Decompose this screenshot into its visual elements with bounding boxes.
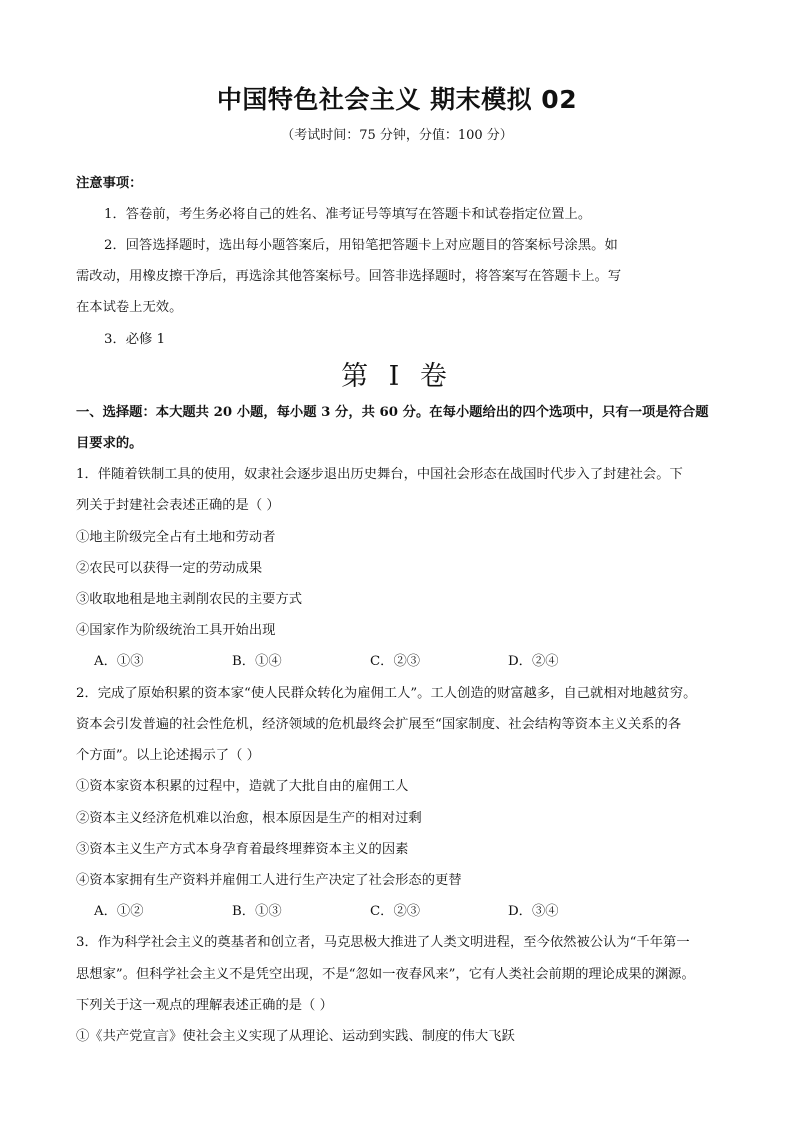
q2-option-a[interactable]: A．①② [94, 904, 144, 919]
notice-item-2-cont: 需改动，用橡皮擦干净后，再选涂其他答案标号。回答非选择题时，将答案写在答题卡上。写 [76, 269, 622, 284]
notice-item-2-cont2: 在本试卷上无效。 [76, 300, 183, 315]
q1-option-a[interactable]: A．①③ [94, 654, 144, 669]
q1-item: ②农民可以获得一定的劳动成果 [76, 561, 263, 576]
q1-options [94, 650, 646, 669]
notice-item-3: 3．必修 1 [104, 332, 166, 347]
q2-stem-cont: 资本会引发普遍的社会性危机，经济领域的危机最终会扩展至“国家制度、社会结构等资本主义关系的各 [76, 717, 682, 732]
notice-item-2: 2．回答选择题时，选出每小题答案后，用铅笔把答题卡上对应题目的答案标号涂黑。如 [104, 238, 618, 253]
q2-stem: 2．完成了原始积累的资本家“使人民群众转化为雇佣工人”。工人创造的财富越多，自己就相对地越贫穷。 [76, 686, 697, 701]
notice-item-1: 1．答卷前，考生务必将自己的姓名、准考证号等填写在答题卡和试卷指定位置上。 [104, 207, 592, 222]
q2-item: ④资本家拥有生产资料并雇佣工人进行生产决定了社会形态的更替 [76, 873, 462, 888]
q2-options [94, 900, 646, 919]
notice-heading: 注意事项： [76, 176, 143, 191]
exam-subtitle: （考试时间：75 分钟，分值：100 分） [281, 128, 513, 143]
exam-title: 中国特色社会主义 期末模拟 02 [216, 85, 578, 114]
volume-title: 第 I 卷 [341, 361, 453, 392]
q3-stem-cont: 下列关于这一观点的理解表述正确的是（ ） [76, 998, 333, 1013]
q1-stem: 1．伴随着铁制工具的使用，奴隶社会逐步退出历史舞台，中国社会形态在战国时代步入了封建社会。下 [76, 467, 683, 482]
q2-item: ①资本家资本积累的过程中，造就了大批自由的雇佣工人 [76, 779, 409, 794]
q1-item: ④国家作为阶级统治工具开始出现 [76, 623, 276, 638]
q2-option-d[interactable]: D．③④ [508, 904, 559, 919]
q1-item: ①地主阶级完全占有土地和劳动者 [76, 530, 276, 545]
q2-option-b[interactable]: B．①③ [232, 904, 282, 919]
q2-item: ②资本主义经济危机难以治愈，根本原因是生产的相对过剩 [76, 811, 422, 826]
q3-stem-cont: 思想家”。但科学社会主义不是凭空出现，不是“忽如一夜春风来”，它有人类社会前期的理论成果的渊源。 [76, 967, 695, 982]
q1-option-b[interactable]: B．①④ [232, 654, 282, 669]
section-heading-cont: 目要求的。 [76, 436, 143, 451]
section-heading: 一、选择题：本大题共 20 小题，每小题 3 分，共 60 分。在每小题给出的四个选项中，只有一项是符合题 [76, 405, 709, 420]
q1-stem-cont: 列关于封建社会表述正确的是（ ） [76, 498, 280, 513]
q3-item: ①《共产党宣言》使社会主义实现了从理论、运动到实践、制度的伟大飞跃 [76, 1029, 515, 1044]
q1-option-c[interactable]: C．②③ [370, 654, 421, 669]
q1-option-d[interactable]: D．②④ [508, 654, 559, 669]
q3-stem: 3．作为科学社会主义的奠基者和创立者，马克思极大推进了人类文明进程，至今依然被公认为“千年第一 [76, 935, 690, 950]
q1-item: ③收取地租是地主剥削农民的主要方式 [76, 592, 303, 607]
q2-item: ③资本主义生产方式本身孕育着最终埋葬资本主义的因素 [76, 842, 409, 857]
q2-stem-cont: 个方面”。以上论述揭示了（ ） [76, 748, 260, 763]
q2-option-c[interactable]: C．②③ [370, 904, 421, 919]
